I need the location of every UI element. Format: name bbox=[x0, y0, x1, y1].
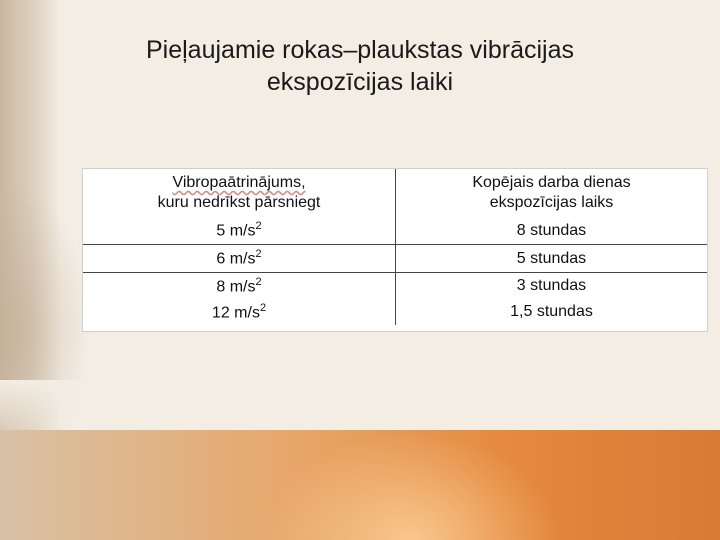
table-row bbox=[83, 245, 707, 273]
cell-acceleration bbox=[83, 217, 396, 245]
acceleration-value: 5 m/s bbox=[216, 222, 256, 240]
table-row bbox=[83, 299, 707, 325]
acceleration-value: 12 m/s bbox=[211, 304, 260, 322]
exposure-table bbox=[82, 168, 708, 332]
slide-title-line2: ekspozīcijas laiki bbox=[266, 68, 454, 96]
table-row bbox=[83, 217, 707, 245]
slide-title-line1: Pieļaujamie rokas–plaukstas vibrācijas bbox=[146, 36, 574, 64]
acceleration-exponent: 2 bbox=[255, 275, 262, 288]
header-acceleration-line2: kuru nedrīkst pārsniegt bbox=[157, 194, 321, 211]
header-acceleration-line1: Vibropaātrinājums, bbox=[172, 174, 306, 191]
header-exposure-time-line2: ekspozīcijas laiks bbox=[489, 194, 614, 211]
acceleration-exponent: 2 bbox=[255, 248, 262, 261]
cell-acceleration bbox=[83, 299, 396, 325]
cell-acceleration bbox=[83, 245, 396, 273]
header-exposure-time-line1: Kopējais darba dienas bbox=[472, 174, 631, 191]
cell-time: 3 stundas bbox=[516, 277, 587, 294]
exposure-table-grid bbox=[83, 169, 707, 325]
table-row bbox=[83, 273, 707, 300]
acceleration-value: 8 m/s bbox=[216, 278, 256, 296]
slide-title bbox=[80, 34, 640, 98]
cell-time: 8 stundas bbox=[396, 217, 708, 245]
acceleration-exponent: 2 bbox=[259, 301, 267, 314]
background-bottom-glow bbox=[260, 430, 560, 540]
cell-time: 5 stundas bbox=[396, 245, 708, 273]
acceleration-value: 6 m/s bbox=[216, 250, 256, 268]
acceleration-exponent: 2 bbox=[255, 220, 262, 233]
cell-acceleration bbox=[83, 273, 396, 300]
header-acceleration bbox=[83, 169, 396, 217]
cell-time: 1,5 stundas bbox=[510, 303, 593, 320]
table-header-row bbox=[83, 169, 707, 217]
header-exposure-time bbox=[396, 169, 708, 217]
